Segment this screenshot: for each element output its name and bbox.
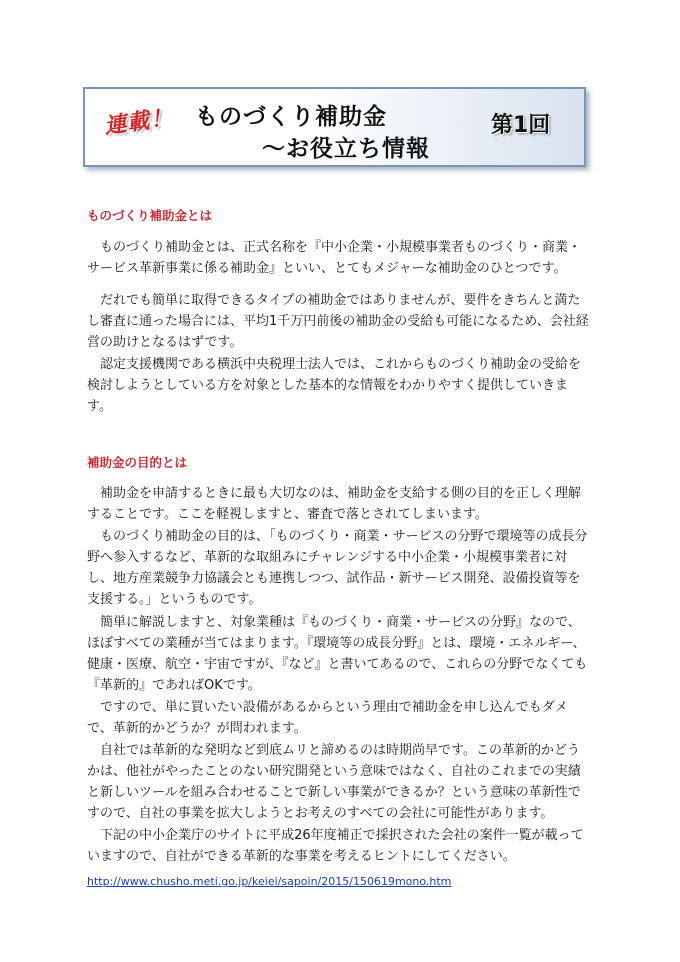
paragraph: 自社では革新的な発明など到底ムリと諦めるのは時期尚早です。この革新的かどうかは、他社がやったことのない研究開発という意味ではなく、自社のこれまでの実績と新しいツールを組み合わせることで新しい事業ができるか？という意味の革新性ですので、自社の事業を拡大しようとお考えのすべての会社に可能性があります。 <box>87 743 581 821</box>
paragraph: 補助金を申請するときに最も大切なのは、補助金を支給する側の目的を正しく理解することです。ここを軽視しますと、審査で落とされてしまいます。 <box>87 486 582 522</box>
paragraph: だれでも簡単に取得できるタイプの補助金ではありませんが、要件をきちんと満たし審査に通った場合には、平均1千万円前後の補助金の受給も可能になるため、会社経営の助けとなるはずです。 <box>87 293 589 350</box>
paragraph: ものづくり補助金の目的は、「ものづくり・商業・サービスの分野で環境等の成長分野へ参入するなど、革新的な取組みにチャレンジする中小企業・小規模事業者に対し、地方産業競争力協議会とも連携しつつ、試作品・新サービス開発、設備投資等を支援する。」というものです。 <box>87 529 588 607</box>
paragraph: 認定支援機関である横浜中央税理士法人では、これからものづくり補助金の受給を検討しようとしている方を対象とした基本的な情報をわかりやすく提供していきます。 <box>87 357 582 414</box>
section-heading-purpose: 補助金の目的とは <box>87 455 188 470</box>
page-title-line2: ～お役立ち情報 <box>262 136 430 162</box>
page-title-line1: ものづくり補助金 <box>195 104 387 130</box>
paragraph: ものづくり補助金とは、正式名称を『中小企業・小規模事業者ものづくり・商業・サービス革新事業に係る補助金』といい、とてもメジャーな補助金のひとつです。 <box>87 240 582 276</box>
section-heading-about: ものづくり補助金とは <box>87 208 213 223</box>
episode-number: 第1回 <box>491 113 551 138</box>
paragraph: 簡単に解説しますと、対象業種は『ものづくり・商業・サービスの分野』なので、ほぼすべての業種が当てはまります。『環境等の成長分野』とは、環境・エネルギー、健康・医療、航空・宇宙ですが、『など』と書いてあるので、これらの分野でなくても『革新的』であればOKです。 <box>87 615 588 693</box>
paragraph: ですので、単に買いたい設備があるからという理由で補助金を申し込んでもダメで、革新的かどうか？が問われます。 <box>87 700 568 736</box>
serial-label: 連載！ <box>102 105 175 140</box>
chusho-meti-link[interactable]: http://www.chusho.meti.go.jp/keiei/sapoin/2015/150619mono.htm <box>87 875 452 888</box>
paragraph: 下記の中小企業庁のサイトに平成26年度補正で採択された会社の案件一覧が載っていますので、自社ができる革新的な事業を考えるヒントにしてください。 <box>87 828 584 864</box>
